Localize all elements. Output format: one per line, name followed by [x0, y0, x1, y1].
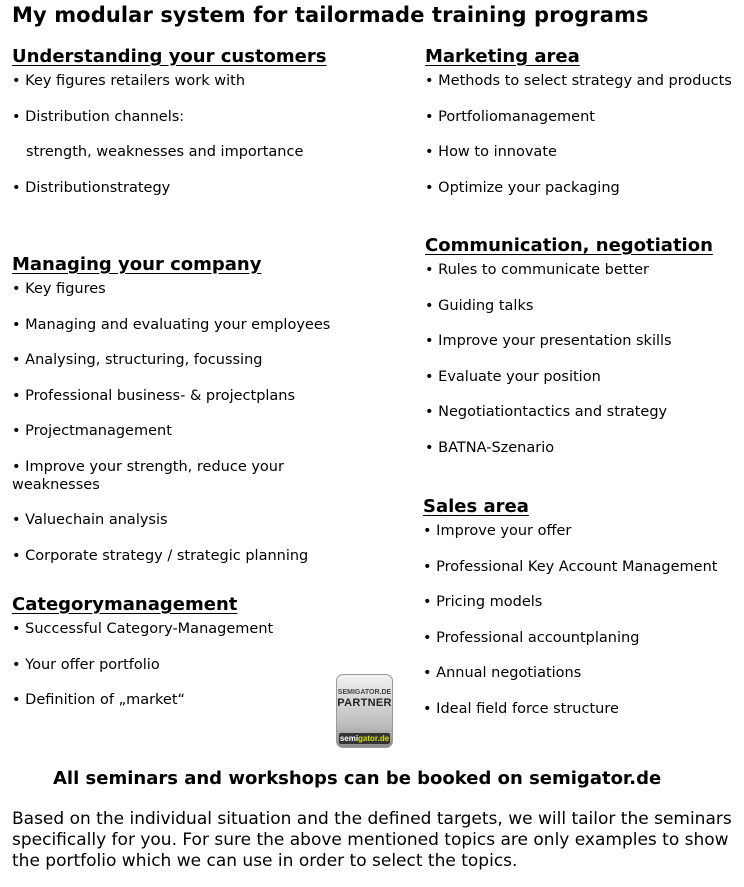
list-item: • Ideal field force structure — [423, 700, 619, 717]
list-item: • BATNA-Szenario — [425, 439, 555, 456]
list-item: • Professional accountplaning — [423, 629, 640, 646]
description-paragraph: Based on the individual situation and the defined targets, we will tailor the seminars specifically for you. For sure the above mentioned topics are only examples to show the portfolio which we can use in order to select the topics. — [12, 809, 732, 871]
list-item: • Improve your strength, reduce your weaknesses — [12, 458, 284, 493]
list-item: • How to innovate — [425, 144, 557, 160]
section-heading: Understanding your customers — [12, 46, 327, 67]
badge-url — [339, 733, 390, 744]
section-heading: Communication, negotiation — [425, 235, 713, 256]
list-item: • Managing and evaluating your employees — [12, 316, 331, 333]
list-item: • Distributionstrategy — [12, 179, 171, 196]
list-item: • Pricing models — [423, 594, 543, 610]
list-item: • Rules to communicate better — [425, 262, 650, 278]
badge-top-text: SEMIGATOR.DE — [337, 689, 392, 696]
list-item: • Distribution channels: — [12, 108, 185, 125]
list-item: • Improve your presentation skills — [425, 333, 672, 349]
list-item: • Key figures retailers work with — [12, 73, 246, 89]
list-item-continuation: strength, weaknesses and importance — [26, 144, 304, 160]
section-understanding-customers — [12, 46, 402, 214]
list-item: • Corporate strategy / strategic planning — [12, 547, 309, 564]
badge-url-part2: gator.de — [358, 734, 390, 743]
list-item: • Professional business- & projectplans — [12, 387, 296, 404]
list-item: • Guiding talks — [425, 297, 534, 314]
list-item: • Successful Category-Management — [12, 621, 274, 637]
booking-note: All seminars and workshops can be booked on semigator.de — [53, 768, 662, 789]
list-item: • Negotiationtactics and strategy — [425, 404, 668, 420]
section-communication-negotiation — [425, 235, 744, 474]
semigator-partner-badge — [336, 674, 393, 748]
section-heading: Categorymanagement — [12, 594, 238, 615]
badge-main-text: PARTNER — [337, 697, 392, 709]
list-item: • Evaluate your position — [425, 368, 601, 385]
section-heading: Marketing area — [425, 46, 580, 67]
section-heading: Sales area — [423, 496, 529, 517]
section-managing-company — [12, 254, 332, 582]
page-title: My modular system for tailormade training programs — [12, 3, 649, 27]
list-item: • Annual negotiations — [423, 665, 582, 681]
list-item: • Valuechain analysis — [12, 512, 168, 528]
list-item: • Key figures — [12, 281, 106, 297]
list-item: • Improve your offer — [423, 523, 572, 539]
list-item: • Projectmanagement — [12, 423, 172, 439]
list-item: • Optimize your packaging — [425, 179, 620, 196]
list-item: • Methods to select strategy and products — [425, 73, 732, 89]
list-item: • Definition of „market“ — [12, 692, 186, 708]
list-item: • Analysing, structuring, focussing — [12, 352, 263, 368]
section-heading: Managing your company — [12, 254, 262, 275]
list-item: • Professional Key Account Management — [423, 558, 718, 575]
badge-url-part1: semi — [339, 734, 359, 743]
list-item: • Your offer portfolio — [12, 656, 160, 673]
list-item: • Portfoliomanagement — [425, 108, 595, 125]
section-categorymanagement — [12, 594, 322, 727]
section-sales-area — [423, 496, 744, 735]
section-marketing-area — [425, 46, 744, 214]
